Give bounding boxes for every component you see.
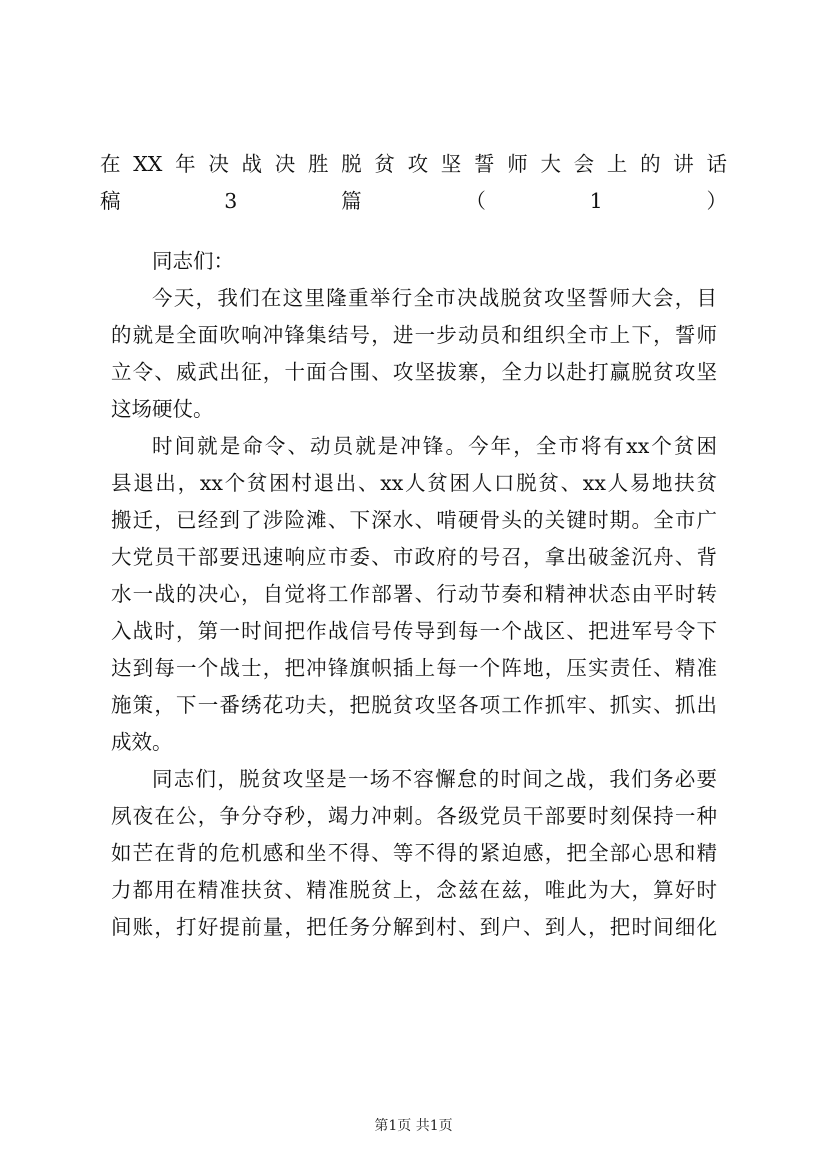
salutation: 同志们： — [152, 249, 234, 273]
title-line-2: 稿3篇（1） — [100, 189, 727, 213]
paragraph-2-line: 达到每一个战士，把冲锋旗帜插上每一个阵地，压实责任、精准 — [111, 656, 717, 680]
paragraph-2-line: 水一战的决心，自觉将工作部署、行动节奏和精神状态由平时转 — [111, 582, 717, 606]
title-line-1: 在XX年决战决胜脱贫攻坚誓师大会上的讲话 — [100, 152, 727, 176]
paragraph-2-line: 成效。 — [111, 730, 173, 754]
paragraph-3-line: 力都用在精准扶贫、精准脱贫上，念兹在兹，唯此为大，算好时 — [111, 878, 717, 902]
page-number-footer: 第1页 共1页 — [374, 1118, 453, 1134]
paragraph-2-line: 入战时，第一时间把作战信号传导到每一个战区、把进军号令下 — [111, 619, 717, 643]
paragraph-2-line: 时间就是命令、动员就是冲锋。今年，全市将有xx个贫困 — [152, 434, 717, 458]
paragraph-2-line: 搬迁，已经到了涉险滩、下深水、啃硬骨头的关键时期。全市广 — [111, 508, 717, 532]
paragraph-2-line: 大党员干部要迅速响应市委、市政府的号召，拿出破釜沉舟、背 — [111, 545, 717, 569]
paragraph-3-line: 如芒在背的危机感和坐不得、等不得的紧迫感，把全部心思和精 — [111, 841, 717, 865]
paragraph-1-line: 今天，我们在这里隆重举行全市决战脱贫攻坚誓师大会，目 — [152, 286, 717, 310]
paragraph-1-line: 的就是全面吹响冲锋集结号，进一步动员和组织全市上下，誓师 — [111, 323, 717, 347]
paragraph-1-line: 立令、威武出征，十面合围、攻坚拔寨，全力以赴打赢脱贫攻坚 — [111, 360, 717, 384]
document-title — [100, 146, 727, 220]
paragraph-3-line: 夙夜在公，争分夺秒，竭力冲刺。各级党员干部要时刻保持一种 — [111, 804, 717, 828]
paragraph-2-line: 施策，下一番绣花功夫，把脱贫攻坚各项工作抓牢、抓实、抓出 — [111, 693, 717, 717]
paragraph-3-line: 同志们，脱贫攻坚是一场不容懈怠的时间之战，我们务必要 — [152, 767, 717, 791]
paragraph-3-line: 间账，打好提前量，把任务分解到村、到户、到人，把时间细化 — [111, 915, 717, 939]
document-body — [111, 243, 717, 946]
paragraph-1-line: 这场硬仗。 — [111, 397, 214, 421]
paragraph-2-line: 县退出，xx个贫困村退出、xx人贫困人口脱贫、xx人易地扶贫 — [111, 471, 717, 495]
